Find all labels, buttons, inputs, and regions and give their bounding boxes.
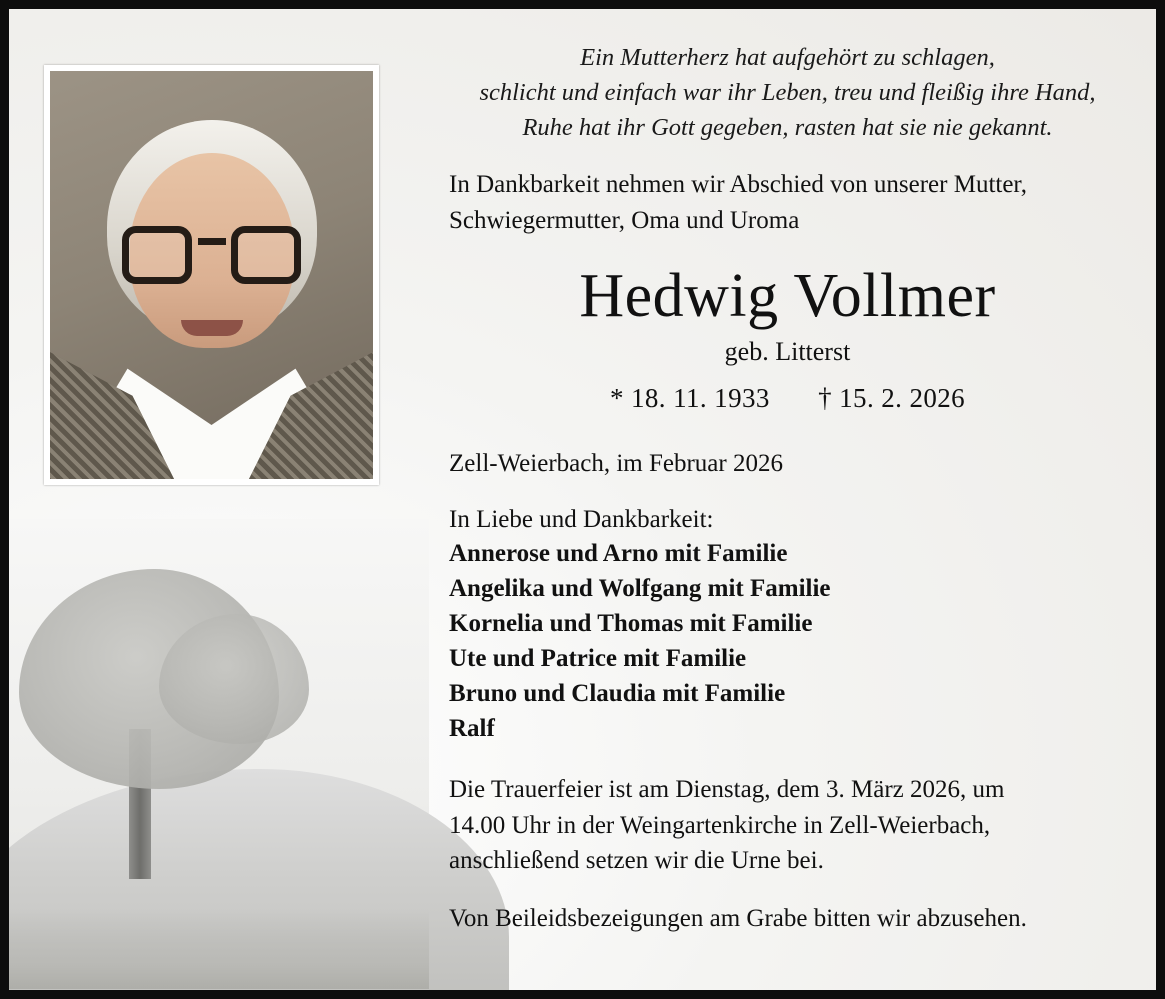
glasses-left-lens-icon <box>122 226 192 284</box>
intro-line-1: In Dankbarkeit nehmen wir Abschied von unserer Mutter, <box>449 171 1028 199</box>
list-item: Kornelia und Thomas mit Familie <box>449 610 813 638</box>
birth-date: * 18. 11. 1933 <box>609 383 770 414</box>
deceased-name: Hedwig Vollmer <box>579 262 996 331</box>
place-and-date: Zell-Weierbach, im Februar 2026 <box>449 450 783 478</box>
ceremony-line-1: Die Trauerfeier ist am Dienstag, dem 3. März 2026, um <box>449 776 1005 804</box>
left-column <box>9 9 429 990</box>
maiden-name: geb. Litterst <box>724 337 851 367</box>
tree-scene-illustration <box>9 519 429 989</box>
survivors-list <box>449 536 1126 746</box>
glasses-bridge-icon <box>198 238 226 245</box>
list-item: Angelika und Wolfgang mit Familie <box>449 575 831 603</box>
portrait-frame <box>44 65 379 485</box>
intro-text <box>449 167 1126 238</box>
ceremony-line-3: anschließend setzen wir die Urne bei. <box>449 847 824 875</box>
intro-line-2: Schwiegermutter, Oma und Uroma <box>449 206 800 234</box>
verse-line-2: schlicht und einfach war ihr Leben, treu und fleißig ihre Hand, <box>479 78 1096 106</box>
list-item: Annerose und Arno mit Familie <box>449 540 788 568</box>
ceremony-details <box>449 772 1126 879</box>
portrait-photo <box>50 71 373 479</box>
survivors-heading: In Liebe und Dankbarkeit: <box>449 506 714 534</box>
verse-line-1: Ein Mutterherz hat aufgehört zu schlagen, <box>580 44 995 71</box>
life-dates <box>449 383 1126 414</box>
text-column <box>429 9 1156 936</box>
death-date: † 15. 2. 2026 <box>818 383 966 414</box>
glasses-right-lens-icon <box>231 226 301 284</box>
portrait-mouth <box>181 320 243 336</box>
list-item: Ralf <box>449 715 495 743</box>
ceremony-line-2: 14.00 Uhr in der Weingartenkirche in Zell-Weierbach, <box>449 811 991 839</box>
list-item: Bruno und Claudia mit Familie <box>449 680 786 708</box>
closing-note: Von Beileidsbezeigungen am Grabe bitten wir abzusehen. <box>449 904 1027 932</box>
list-item: Ute und Patrice mit Familie <box>449 645 747 673</box>
scene-meadow <box>9 909 429 989</box>
memorial-verse <box>449 41 1126 145</box>
verse-line-3: Ruhe hat ihr Gott gegeben, rasten hat sie nie gekannt. <box>522 113 1053 141</box>
